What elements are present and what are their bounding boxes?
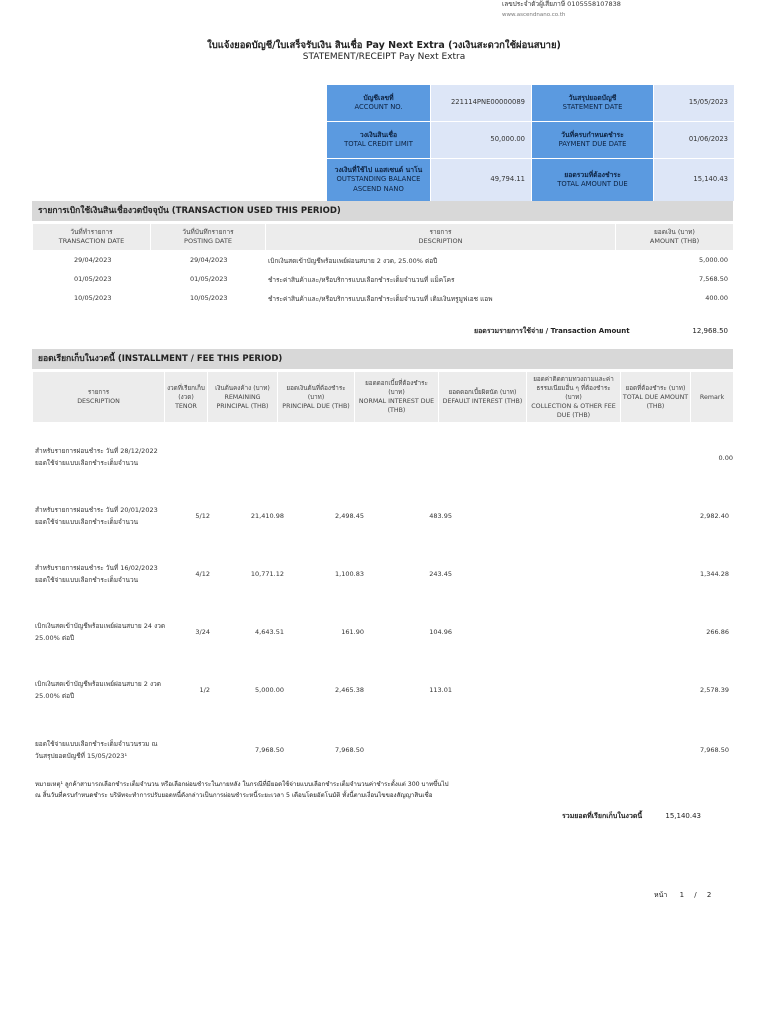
inst-principal: 2,498.45 xyxy=(335,512,364,520)
tx-amount: 7,568.50 xyxy=(699,275,728,283)
tx-date: 01/05/2023 xyxy=(74,275,112,283)
inst-desc-1: ยอดใช้จ่ายแบบเลือกชำระเต็มจำนวนรวม ณ xyxy=(35,740,158,748)
inst-total: 0.00 xyxy=(718,454,733,462)
grand-total-label: รวมยอดที่เรียกเก็บในงวดนี้ xyxy=(562,812,643,820)
inst-remaining: 4,643.51 xyxy=(255,628,284,636)
col-interest: ยอดดอกเบี้ยที่ต้องชำระ (บาท) NORMAL INTEREST DUE (THB) xyxy=(355,372,439,423)
account-no-value: 221114PNE00000089 xyxy=(431,85,532,122)
transaction-header xyxy=(32,223,734,251)
transaction-total-label: ยอดรวมรายการใช้จ่าย / Transaction Amount xyxy=(474,327,630,335)
post-date: 01/05/2023 xyxy=(190,275,228,283)
installment-section-title: ยอดเรียกเก็บในงวดนี้ (INSTALLMENT / FEE THIS PERIOD) xyxy=(32,349,733,369)
inst-desc-2: ยอดใช้จ่ายแบบเลือกชำระเต็มจำนวน xyxy=(35,459,139,467)
col-fee: ยอดค่าติดตามทวงถามและค่าธรรมเนียมอื่น ๆ ที่ต้องชำระ (บาท) COLLECTION & OTHER FEE DUE (THB) xyxy=(527,372,621,423)
col-posting-date: วันที่บันทึกรายการ POSTING DATE xyxy=(151,224,266,251)
page-total: 2 xyxy=(706,891,712,899)
inst-desc-2: ยอดใช้จ่ายแบบเลือกชำระเต็มจำนวน xyxy=(35,518,139,526)
col-description: รายการ DESCRIPTION xyxy=(266,224,616,251)
inst-total: 266.86 xyxy=(706,628,729,636)
inst-tenor: 1/2 xyxy=(199,686,210,694)
inst-desc-2: 25.00% ต่อปี xyxy=(35,634,75,642)
payment-due-value: 01/06/2023 xyxy=(654,122,735,159)
page-label: หน้า xyxy=(654,891,668,899)
page-title-th: ใบแจ้งยอดบัญชี/ใบเสร็จรับเงิน สินเชื่อ Pay Next Extra (วงเงินสะดวกใช้ผ่อนสบาย) xyxy=(207,40,561,51)
inst-principal: 2,465.38 xyxy=(335,686,364,694)
inst-interest: 483.95 xyxy=(429,512,452,520)
table-row xyxy=(32,256,733,270)
note-line-2: ณ สิ้นวันที่ครบกำหนดชำระ บริษัทจะทำการปรับยอดหนี้ดังกล่าวเป็นการผ่อนชำระหนี้ระยะเวลา 5 เดือนโดยอัตโนมัติ ทั้งนี้ตามเงื่อนไขของสัญญาสินเชื่อ xyxy=(35,792,433,799)
inst-desc-1: สำหรับรายการผ่อนชำระ วันที่ 20/01/2023 xyxy=(35,506,158,514)
col-desc: รายการ DESCRIPTION xyxy=(33,372,165,423)
inst-total: 7,968.50 xyxy=(700,746,729,754)
table-row xyxy=(32,275,733,289)
total-due-label: ยอดรวมที่ต้องชำระ TOTAL AMOUNT DUE xyxy=(532,159,654,202)
inst-interest: 113.01 xyxy=(429,686,452,694)
transaction-total-value: 12,968.50 xyxy=(692,327,728,335)
inst-desc-2: 25.00% ต่อปี xyxy=(35,692,75,700)
transaction-section-title: รายการเบิกใช้เงินสินเชื่องวดปัจจุบัน (TRANSACTION USED THIS PERIOD) xyxy=(32,201,733,221)
inst-desc-1: เบิกเงินสดเข้าบัญชีพร้อมเพย์ผ่อนสบาย 2 งวด xyxy=(35,680,162,688)
col-tenor: งวดที่เรียกเก็บ (งวด) TENOR xyxy=(165,372,208,423)
inst-interest: 243.45 xyxy=(429,570,452,578)
col-default: ยอดดอกเบี้ยผิดนัด (บาท) DEFAULT INTEREST (THB) xyxy=(439,372,527,423)
inst-remaining: 5,000.00 xyxy=(255,686,284,694)
statement-date-label: วันสรุปยอดบัญชี STATEMENT DATE xyxy=(532,85,654,122)
inst-desc-1: เบิกเงินสดเข้าบัญชีพร้อมเพย์ผ่อนสบาย 24 งวด xyxy=(35,622,166,630)
table-row xyxy=(32,739,733,763)
post-date: 29/04/2023 xyxy=(190,256,228,264)
payment-due-label: วันที่ครบกำหนดชำระ PAYMENT DUE DATE xyxy=(532,122,654,159)
post-date: 10/05/2023 xyxy=(190,294,228,302)
page-number xyxy=(654,890,724,900)
statement-date-value: 15/05/2023 xyxy=(654,85,735,122)
credit-limit-value: 50,000.00 xyxy=(431,122,532,159)
inst-total: 2,982.40 xyxy=(700,512,729,520)
credit-limit-label: วงเงินสินเชื่อ TOTAL CREDIT LIMIT xyxy=(327,122,431,159)
tax-id-line: เลขประจำตัวผู้เสียภาษี 0105558107838 xyxy=(502,0,621,8)
inst-remaining: 7,968.50 xyxy=(255,746,284,754)
tx-date: 29/04/2023 xyxy=(74,256,112,264)
col-principal: ยอดเงินต้นที่ต้องชำระ (บาท) PRINCIPAL DUE (THB) xyxy=(278,372,355,423)
tx-amount: 5,000.00 xyxy=(699,256,728,264)
table-row xyxy=(32,679,733,703)
inst-interest: 104.96 xyxy=(429,628,452,636)
grand-total-value: 15,140.43 xyxy=(665,812,701,820)
summary-table xyxy=(326,84,735,202)
table-row xyxy=(32,446,733,470)
account-no-label: บัญชีเลขที่ ACCOUNT NO. xyxy=(327,85,431,122)
tx-desc: ชำระค่าสินค้าและ/หรือบริการแบบเลือกชำระเต็มจำนวนที่ เติมเงินทรูมูฟเอช แอพ xyxy=(268,295,493,303)
inst-principal: 1,100.83 xyxy=(335,570,364,578)
outstanding-value: 49,794.11 xyxy=(431,159,532,202)
col-transaction-date: วันที่ทำรายการ TRANSACTION DATE xyxy=(33,224,151,251)
page-sep: / xyxy=(694,891,697,899)
tx-desc: ชำระค่าสินค้าและ/หรือบริการแบบเลือกชำระเต็มจำนวนที่ แม็คโคร xyxy=(268,276,455,284)
inst-tenor: 4/12 xyxy=(195,570,210,578)
col-total: ยอดที่ต้องชำระ (บาท) TOTAL DUE AMOUNT (THB) xyxy=(621,372,691,423)
total-due-value: 15,140.43 xyxy=(654,159,735,202)
inst-desc-1: สำหรับรายการผ่อนชำระ วันที่ 28/12/2022 xyxy=(35,447,158,455)
inst-desc-1: สำหรับรายการผ่อนชำระ วันที่ 16/02/2023 xyxy=(35,564,158,572)
inst-principal: 7,968.50 xyxy=(335,746,364,754)
inst-desc-2: วันสรุปยอดบัญชีที่ 15/05/2023¹ xyxy=(35,752,128,760)
inst-total: 1,344.28 xyxy=(700,570,729,578)
table-row xyxy=(32,563,733,587)
website-text: www.ascendnano.co.th xyxy=(502,12,566,18)
page-title-en: STATEMENT/RECEIPT Pay Next Extra xyxy=(302,52,466,62)
inst-tenor: 5/12 xyxy=(195,512,210,520)
outstanding-label: วงเงินที่ใช้ไป แอสเซนด์ นาโน OUTSTANDING BALANCE ASCEND NANO xyxy=(327,159,431,202)
col-remark: Remark xyxy=(691,372,734,423)
inst-desc-2: ยอดใช้จ่ายแบบเลือกชำระเต็มจำนวน xyxy=(35,576,139,584)
tx-date: 10/05/2023 xyxy=(74,294,112,302)
tx-amount: 400.00 xyxy=(705,294,728,302)
inst-tenor: 3/24 xyxy=(195,628,210,636)
table-row xyxy=(32,294,733,308)
inst-remaining: 10,771.12 xyxy=(250,570,284,578)
note-line-1: หมายเหตุ¹ ลูกค้าสามารถเลือกชำระเต็มจำนวน หรือเลือกผ่อนชำระในภายหลัง ในกรณีที่มียอดใช้จ่ายแบบเลือกชำระเต็มจำนวนค่าชำระตั้งแต่ 300 บาทขึ้นไป xyxy=(35,781,449,788)
page-current: 1 xyxy=(679,891,685,899)
inst-total: 2,578.39 xyxy=(700,686,729,694)
inst-principal: 161.90 xyxy=(341,628,364,636)
tx-desc: เบิกเงินสดเข้าบัญชีพร้อมเพย์ผ่อนสบาย 2 งวด, 25.00% ต่อปี xyxy=(268,257,438,265)
installment-header xyxy=(32,371,734,423)
col-amount: ยอดเงิน (บาท) AMOUNT (THB) xyxy=(616,224,734,251)
col-remaining: เงินต้นคงค้าง (บาท) REMAINING PRINCIPAL (THB) xyxy=(208,372,278,423)
table-row xyxy=(32,505,733,529)
inst-remaining: 21,410.98 xyxy=(250,512,284,520)
table-row xyxy=(32,621,733,645)
